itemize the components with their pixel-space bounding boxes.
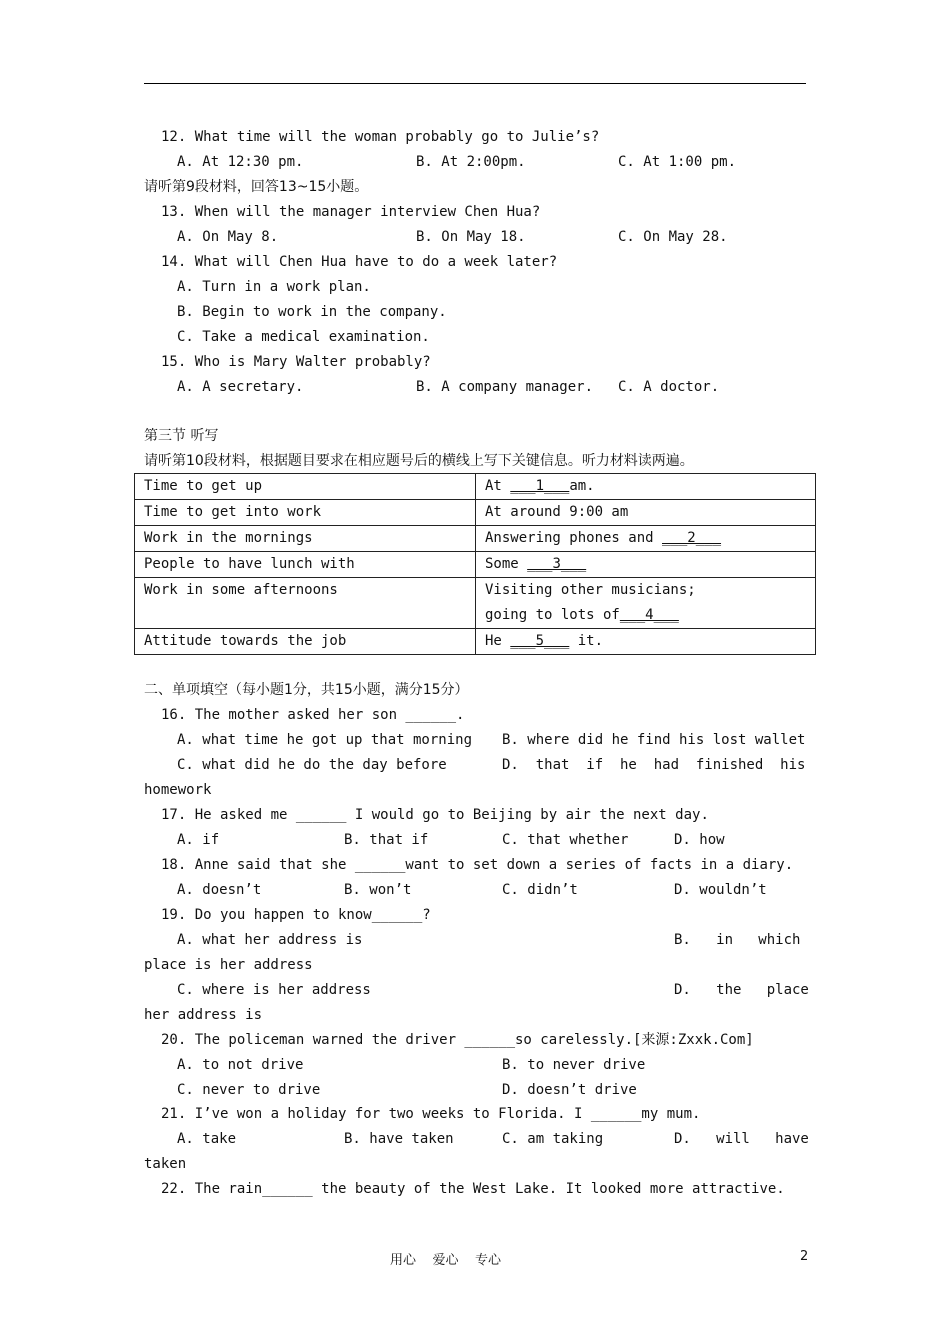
question-16-stem: 16. The mother asked her son ______.	[161, 707, 465, 723]
option-15a: A. A secretary.	[177, 379, 304, 395]
option-17c: C. that whether	[502, 832, 629, 848]
blank-3: ___3___	[527, 556, 587, 572]
table-cell-label: Time to get into work	[135, 500, 476, 526]
option-13c: C. On May 28.	[618, 229, 728, 245]
question-19-stem: 19. Do you happen to know______?	[161, 907, 431, 923]
option-19c: C. where is her address	[177, 982, 371, 998]
option-21d-wrap: taken	[144, 1156, 187, 1172]
question-12-stem: 12. What time will the woman probably go to Julie’s?	[161, 129, 600, 145]
table-cell-label: Attitude towards the job	[135, 629, 476, 655]
instruction-material-9: 请听第9段材料，回答13~15小题。	[144, 179, 369, 195]
option-18c: C. didn’t	[502, 882, 578, 898]
option-20b: B. to never drive	[502, 1057, 646, 1073]
option-13a: A. On May 8.	[177, 229, 279, 245]
table-cell-answer: Answering phones and ___2___	[476, 526, 816, 552]
blank-2: ___2___	[662, 530, 722, 546]
option-12b: B. At 2:00pm.	[416, 154, 526, 170]
option-20a: A. to not drive	[177, 1057, 304, 1073]
table-cell-label: Work in some afternoons	[135, 578, 476, 629]
option-15c: C. A doctor.	[618, 379, 720, 395]
option-20c: C. never to drive	[177, 1082, 321, 1098]
blank-4: ___4___	[619, 607, 679, 623]
option-12c: C. At 1:00 pm.	[618, 154, 737, 170]
option-19a: A. what her address is	[177, 932, 363, 948]
table-cell-answer: At around 9:00 am	[476, 500, 816, 526]
question-18-stem: 18. Anne said that she ______want to set down a series of facts in a diary.	[161, 857, 794, 873]
option-19b: B. in which	[674, 932, 801, 948]
option-14a: A. Turn in a work plan.	[177, 279, 371, 295]
header-rule	[144, 83, 806, 84]
section-3-instruction: 请听第10段材料，根据题目要求在相应题号后的横线上写下关键信息。听力材料读两遍。	[144, 453, 694, 469]
page-number: 2	[800, 1249, 809, 1264]
option-15b: B. A company manager.	[416, 379, 594, 395]
dictation-table	[134, 473, 816, 655]
question-22-stem: 22. The rain______ the beauty of the West Lake. It looked more attractive.	[161, 1181, 785, 1197]
option-14c: C. Take a medical examination.	[177, 329, 430, 345]
table-row	[135, 552, 816, 578]
option-17d: D. how	[674, 832, 725, 848]
option-17b: B. that if	[344, 832, 429, 848]
table-row	[135, 500, 816, 526]
option-19d-wrap: her address is	[144, 1007, 263, 1023]
option-13b: B. On May 18.	[416, 229, 526, 245]
option-16a: A. what time he got up that morning	[177, 732, 473, 748]
option-20d: D. doesn’t drive	[502, 1082, 637, 1098]
table-row	[135, 629, 816, 655]
table-row	[135, 526, 816, 552]
option-16b: B. where did he find his lost wallet	[502, 732, 806, 748]
option-18d: D. wouldn’t	[674, 882, 767, 898]
option-17a: A. if	[177, 832, 220, 848]
section-3-title: 第三节 听写	[144, 428, 219, 444]
option-16d: D. that if he had finished his	[502, 757, 806, 773]
option-19d: D. the place	[674, 982, 809, 998]
question-15-stem: 15. Who is Mary Walter probably?	[161, 354, 431, 370]
question-17-stem: 17. He asked me ______ I would go to Beijing by air the next day.	[161, 807, 709, 823]
table-cell-answer: He ___5___ it.	[476, 629, 816, 655]
question-20-stem: 20. The policeman warned the driver ______so carelessly.[来源:Zxxk.Com]	[161, 1032, 754, 1048]
table-row	[135, 474, 816, 500]
option-18b: B. won’t	[344, 882, 412, 898]
table-cell-answer: At ___1___am.	[476, 474, 816, 500]
option-14b: B. Begin to work in the company.	[177, 304, 447, 320]
option-21d: D. will have	[674, 1131, 809, 1147]
table-cell-label: Time to get up	[135, 474, 476, 500]
table-row	[135, 578, 816, 629]
blank-1: ___1___	[510, 478, 570, 494]
option-19b-wrap: place is her address	[144, 957, 313, 973]
table-cell-label: People to have lunch with	[135, 552, 476, 578]
table-cell-label: Work in the mornings	[135, 526, 476, 552]
option-16c: C. what did he do the day before	[177, 757, 447, 773]
option-21c: C. am taking	[502, 1131, 604, 1147]
question-21-stem: 21. I’ve won a holiday for two weeks to Florida. I ______my mum.	[161, 1106, 701, 1122]
blank-5: ___5___	[510, 633, 570, 649]
option-21a: A. take	[177, 1131, 237, 1147]
table-cell-answer: Visiting other musicians; going to lots of___4___	[476, 578, 816, 629]
option-16d-wrap: homework	[144, 782, 212, 798]
part-2-title: 二、单项填空（每小题1分，共15小题，满分15分）	[144, 682, 469, 698]
question-13-stem: 13. When will the manager interview Chen Hua?	[161, 204, 541, 220]
table-cell-answer: Some ___3___	[476, 552, 816, 578]
question-14-stem: 14. What will Chen Hua have to do a week later?	[161, 254, 558, 270]
option-21b: B. have taken	[344, 1131, 454, 1147]
footer-motto: 用心 爱心 专心	[390, 1253, 502, 1268]
option-18a: A. doesn’t	[177, 882, 262, 898]
option-12a: A. At 12:30 pm.	[177, 154, 304, 170]
